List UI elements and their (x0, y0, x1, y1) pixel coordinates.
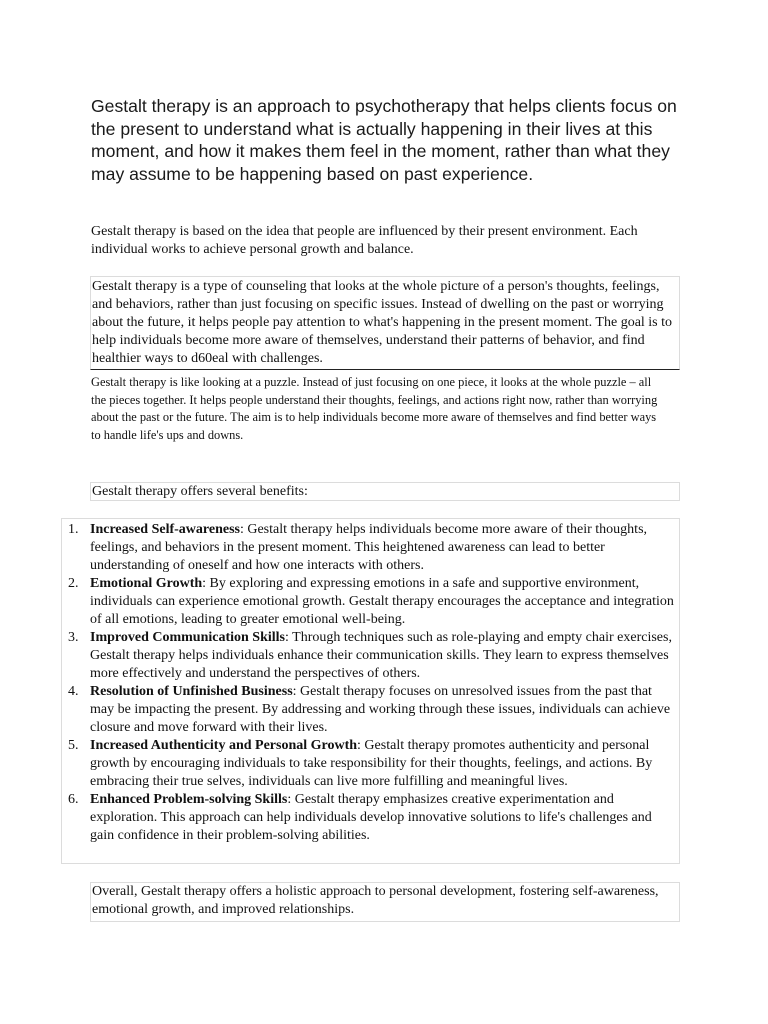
list-item-text: : By exploring and expressing emotions in a safe and supportive environment, individuals can experience emotional growth. Gestalt therapy encourages the acceptance and integration of all emotions, leading to greater emotional well-being. (90, 576, 674, 627)
list-item-text: : Gestalt therapy helps individuals become more aware of their thoughts, feelings, and behaviors in the present moment. This heightened awareness can lead to better understanding of oneself and how one interacts with others. (90, 522, 648, 573)
list-item (68, 629, 678, 683)
paragraph-conclusion: Overall, Gestalt therapy offers a holistic approach to personal development, fostering self-awareness, emotional growth, and improved relationships. (90, 882, 680, 922)
benefits-list (68, 521, 678, 845)
list-item-number: 3. (68, 630, 79, 645)
list-item-number: 2. (68, 576, 79, 591)
list-item-title: Improved Communication Skills (90, 630, 285, 645)
paragraph-intro: Gestalt therapy is based on the idea that people are influenced by their present environment. Each individual works to achieve personal growth and balance. (91, 224, 638, 257)
list-item-number: 1. (68, 522, 79, 537)
list-item (68, 791, 678, 845)
list-item-title: Increased Authenticity and Personal Growth (90, 738, 358, 753)
list-item-title: Increased Self-awareness (90, 522, 240, 537)
list-item-title: Enhanced Problem-solving Skills (90, 792, 288, 807)
list-item-number: 4. (68, 684, 79, 699)
paragraph-puzzle-analogy: Gestalt therapy is like looking at a puzzle. Instead of just focusing on one piece, it looks at the whole puzzle – all the pieces together. It helps people understand their thoughts, feelings, and actions right now, rather than worrying about the past or the future. The aim is to help individuals become more aware of themselves and find better ways to handle life's ups and downs. (91, 375, 658, 442)
list-item (68, 737, 678, 791)
list-item-text: : Gestalt therapy emphasizes creative experimentation and exploration. This approach can help individuals develop innovative solutions to life's challenges and gain confidence in their problem-solving abilities. (90, 792, 652, 843)
list-item-title: Resolution of Unfinished Business (90, 684, 293, 699)
list-item (68, 683, 678, 737)
list-item (68, 521, 678, 575)
list-item-number: 6. (68, 792, 79, 807)
paragraph-definition: Gestalt therapy is a type of counseling that looks at the whole picture of a person's thoughts, feelings, and behaviors, rather than just focusing on specific issues. Instead of dwelling on the past or worrying about the future, it helps people pay attention to what's happening in the present moment. The goal is to help individuals become more aware of themselves, understand their patterns of behavior, and find healthier ways to d60eal with challenges. (90, 276, 680, 370)
list-item-text: : Gestalt therapy focuses on unresolved issues from the past that may be impacting the present. By addressing and working through these issues, individuals can achieve closure and move forward with their lives. (90, 684, 671, 735)
benefits-intro: Gestalt therapy offers several benefits: (90, 482, 680, 501)
list-item-text: : Gestalt therapy promotes authenticity and personal growth by encouraging individuals to take responsibility for their thoughts, feelings, and actions. By embracing their true selves, individuals can live more fulfilling and meaningful lives. (90, 738, 653, 789)
list-item-title: Emotional Growth (90, 576, 203, 591)
list-item-text: : Through techniques such as role-playing and empty chair exercises, Gestalt therapy helps individuals enhance their communication skills. They learn to express themselves more effectively and understand the perspectives of others. (90, 630, 672, 681)
list-item-number: 5. (68, 738, 79, 753)
list-item (68, 575, 678, 629)
document-heading: Gestalt therapy is an approach to psychotherapy that helps clients focus on the present to understand what is actually happening in their lives at this moment, and how it makes them feel in the moment, rather than what they may assume to be happening based on past experience. (91, 96, 677, 184)
